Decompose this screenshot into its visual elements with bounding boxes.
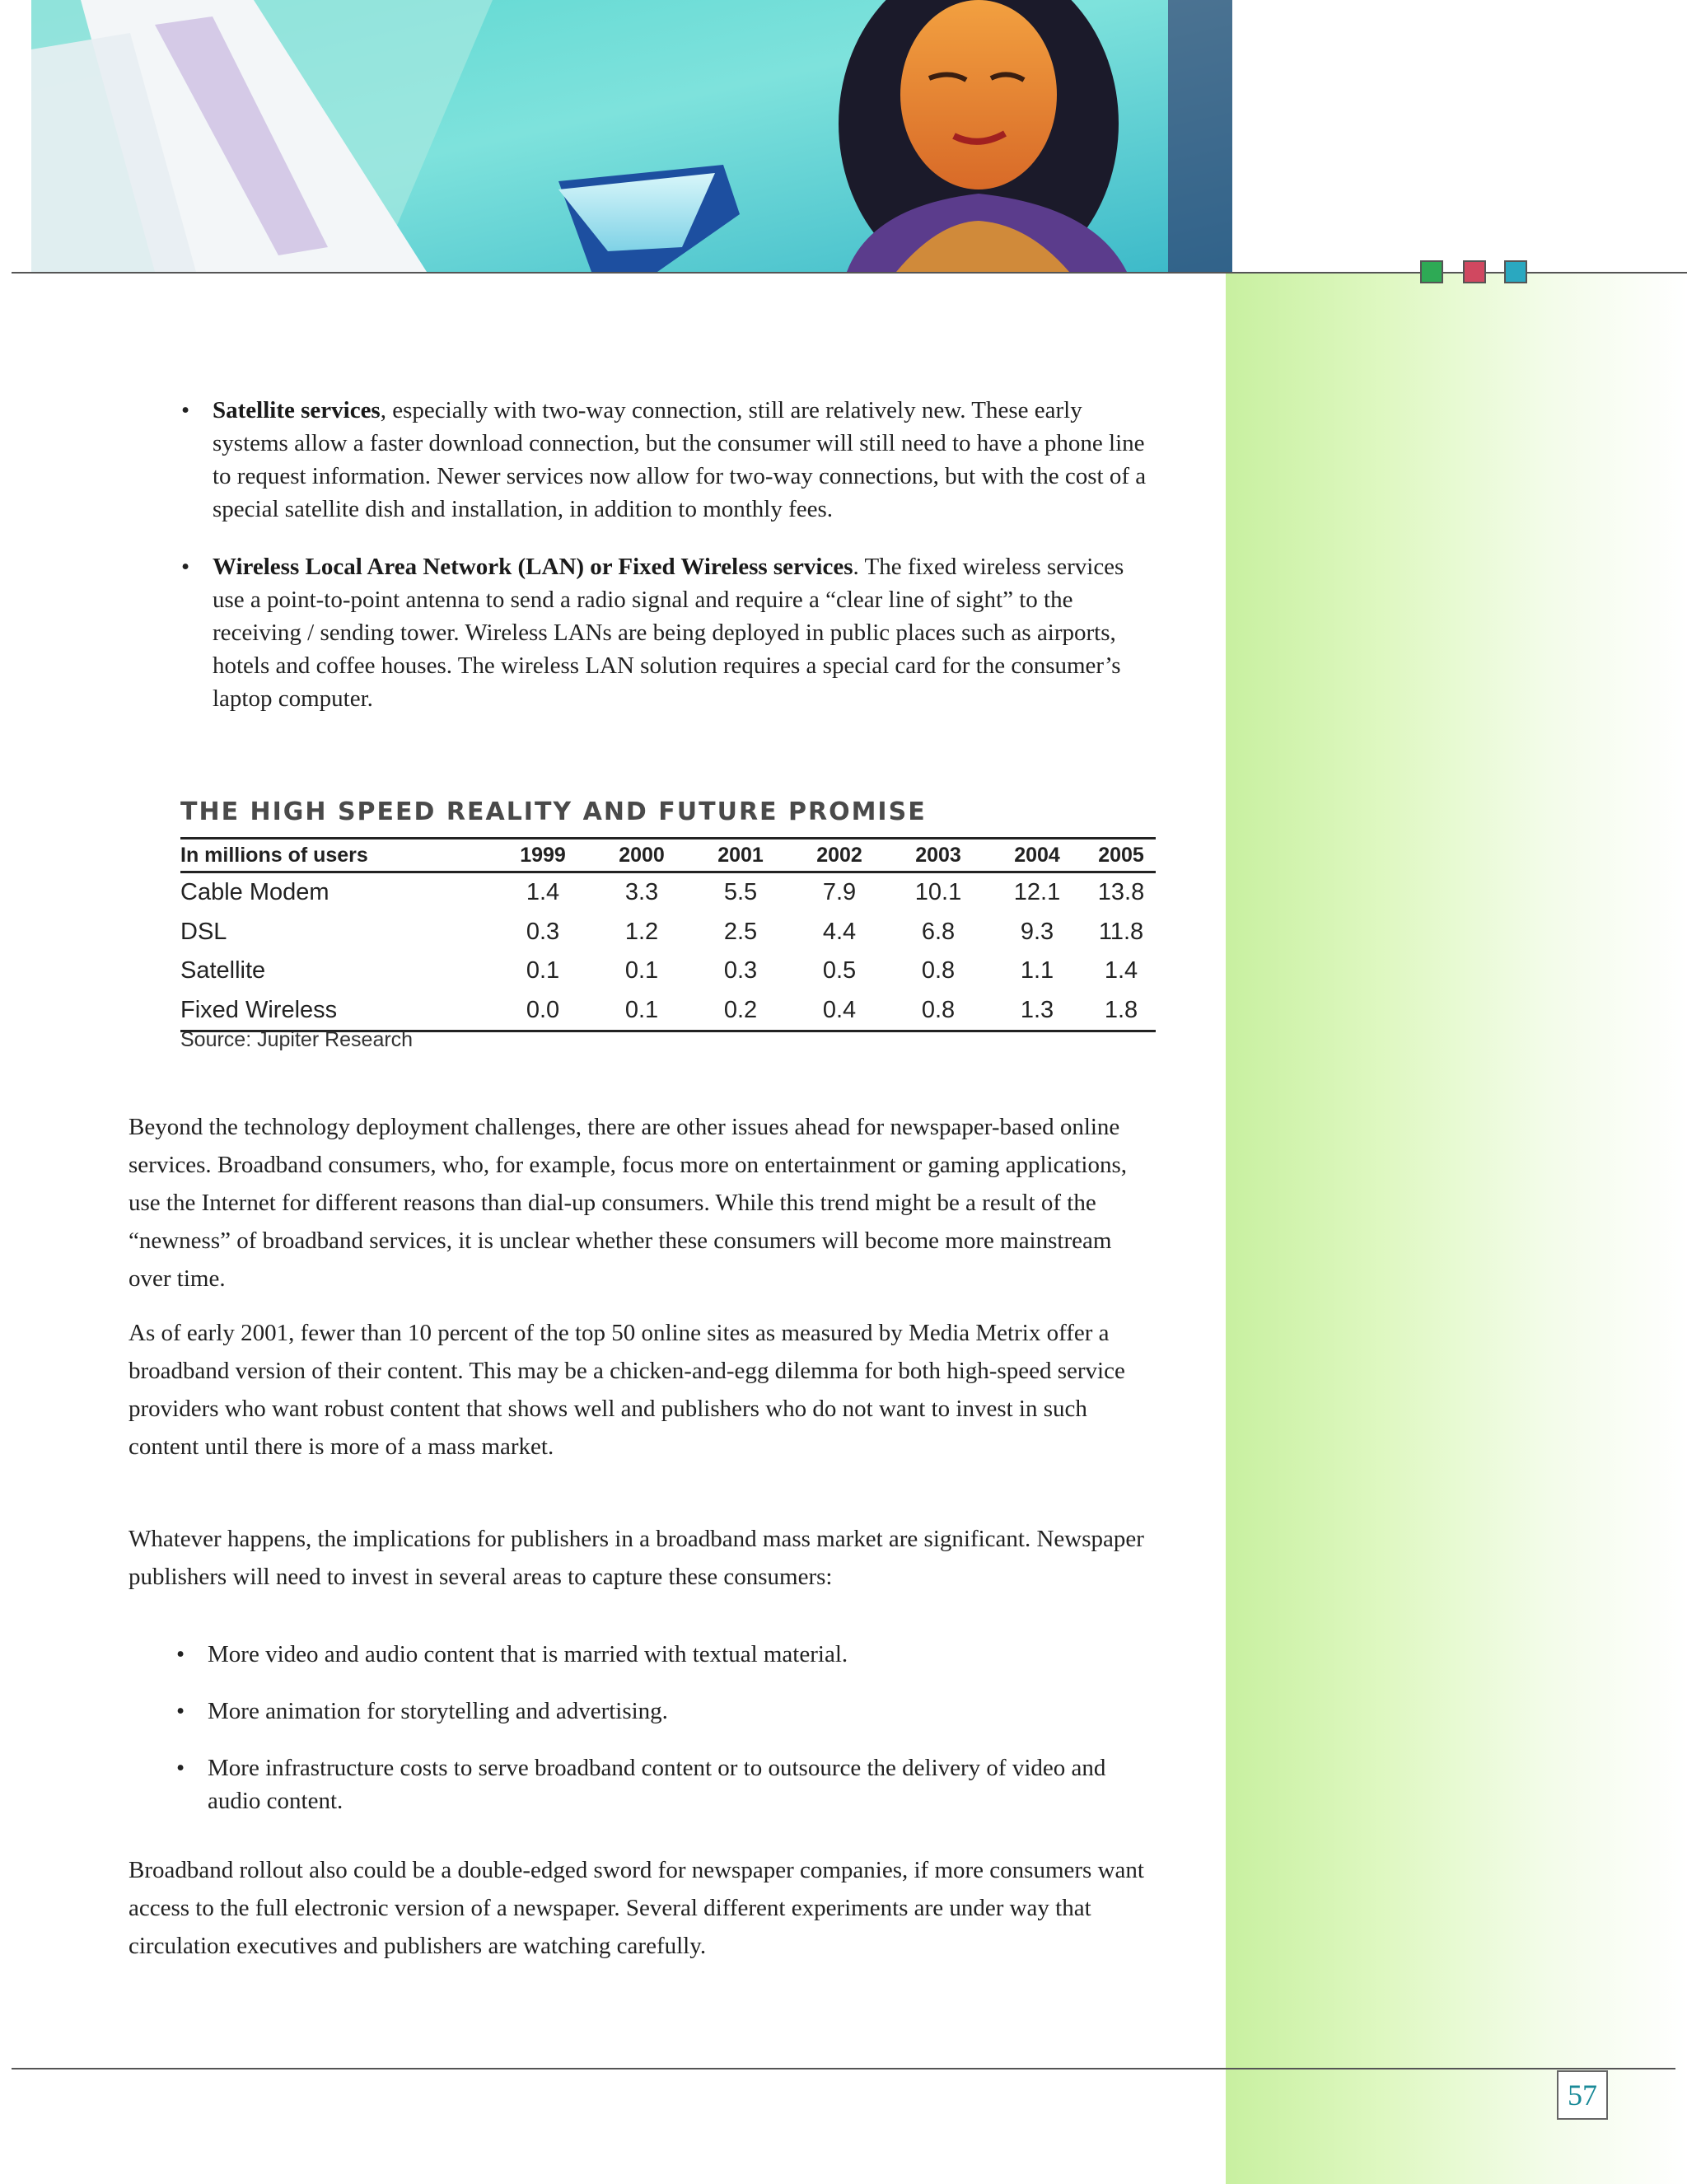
table-cell: 4.4 (822, 918, 857, 945)
investment-bullet-list (176, 1638, 1154, 1817)
table-cell: 0.8 (921, 957, 956, 984)
column-header: 2005 (1087, 839, 1156, 872)
table-cell: 1.2 (624, 918, 659, 945)
table-cell: 0.5 (822, 957, 857, 984)
table-cell: 13.8 (1097, 879, 1145, 906)
bullet-term: Satellite services (213, 397, 381, 423)
broadband-users-table (180, 837, 1156, 1032)
table-cell: 0.3 (526, 918, 560, 945)
column-header: 2000 (592, 839, 691, 872)
table-cell: 11.8 (1098, 918, 1144, 945)
table-cell: 1.4 (526, 879, 560, 906)
table-row (180, 872, 1156, 913)
service-bullet-list (181, 394, 1153, 715)
column-header: 1999 (493, 839, 592, 872)
table-row (180, 952, 1156, 991)
table-cell: 1.8 (1087, 991, 1156, 1031)
table-cell: 2.5 (723, 918, 758, 945)
row-label: Fixed Wireless (180, 991, 493, 1031)
bullet-term: Wireless Local Area Network (LAN) or Fixed Wireless services (213, 554, 853, 580)
row-label: Satellite (180, 957, 266, 984)
red-square-ornament (1463, 260, 1486, 283)
body-paragraph: Whatever happens, the implications for publishers in a broadband mass market are significant. Newspaper publishers will need to invest in several areas to capture these consumers: (129, 1526, 1144, 1590)
table-cell: 1.4 (1104, 957, 1138, 984)
table-cell: 0.1 (526, 957, 560, 984)
closing-paragraph: Broadband rollout also could be a double-edged sword for newspaper companies, if more consumers want access to the full electronic version of a newspaper. Several different experiments are under way that circulation executives and publishers are watching carefully. (129, 1857, 1144, 1959)
bullet-text: , especially with two-way connection, still are relatively new. These early systems allow a faster download connection, but the consumer will still need to have a phone line to request information. Newer services now allow for two-way connections, but with the cost of a special satellite dish and installation, in addition to monthly fees. (213, 397, 1147, 522)
table-cell: 0.4 (790, 991, 889, 1031)
table-cell: 1.3 (988, 991, 1087, 1031)
body-paragraph: As of early 2001, fewer than 10 percent of the top 50 online sites as measured by Media Metrix offer a broadband version of their content. This may be a chicken-and-egg dilemma for both high-speed service providers who want robust content that shows well and publishers who do not want to invest in such content until there is more of a mass market. (129, 1320, 1125, 1460)
side-color-panel (1226, 274, 1687, 2184)
list-item (181, 394, 1153, 526)
table-cell: 0.2 (691, 991, 790, 1031)
table-cell: 5.5 (723, 879, 758, 906)
bullet-text: More video and audio content that is married with textual material. (208, 1641, 848, 1667)
table-cell: 10.1 (914, 879, 962, 906)
list-item (176, 1695, 1154, 1728)
table-cell: 0.1 (592, 991, 691, 1031)
page-number: 57 (1557, 2070, 1608, 2120)
column-header: 2002 (790, 839, 889, 872)
column-header: 2001 (691, 839, 790, 872)
bullet-marker: • (181, 554, 190, 580)
table-cell: 0.0 (493, 991, 592, 1031)
table-heading: THE HIGH SPEED REALITY AND FUTURE PROMISE (180, 797, 927, 826)
row-label: Cable Modem (180, 879, 329, 906)
table-cell: 12.1 (1013, 879, 1061, 906)
bullet-marker: • (176, 1755, 185, 1781)
bullet-marker: • (176, 1698, 185, 1724)
bottom-rule (12, 2068, 1675, 2069)
table-row (180, 913, 1156, 952)
table-cell: 0.3 (723, 957, 758, 984)
bullet-marker: • (181, 397, 190, 423)
bullet-text: More infrastructure costs to serve broadband content or to outsource the delivery of video and audio content. (208, 1755, 1106, 1814)
row-label: DSL (180, 918, 227, 945)
table-cell: 9.3 (1020, 918, 1054, 945)
list-item (181, 550, 1153, 715)
table-cell: 3.3 (624, 879, 659, 906)
bullet-text: More animation for storytelling and advertising. (208, 1698, 668, 1724)
table-source-note: Source: Jupiter Research (180, 1028, 414, 1051)
table-row (180, 991, 1156, 1031)
hero-illustration (31, 0, 1232, 272)
teal-square-ornament (1504, 260, 1527, 283)
table-cell: 0.8 (889, 991, 988, 1031)
table-header-row (180, 839, 1156, 872)
body-paragraph: Beyond the technology deployment challenges, there are other issues ahead for newspaper-based online services. Broadband consumers, who, for example, focus more on entertainment or gaming applications, use the Internet for different reasons than dial-up consumers. While this trend might be a result of the “newness” of broadband services, it is unclear whether these consumers will become more mainstream over time. (129, 1114, 1128, 1292)
list-item (176, 1751, 1154, 1817)
table-cell: 6.8 (921, 918, 956, 945)
bullet-marker: • (176, 1641, 185, 1667)
table-cell: 1.1 (1020, 957, 1054, 984)
table-cell: 0.1 (624, 957, 659, 984)
table-cell: 7.9 (822, 879, 857, 906)
column-header: 2003 (889, 839, 988, 872)
column-header: 2004 (988, 839, 1087, 872)
list-item (176, 1638, 1154, 1671)
column-header: In millions of users (180, 839, 493, 872)
bullet-text: . The fixed wireless services use a point-to-point antenna to send a radio signal and require a “clear line of sight” to the receiving / sending tower. Wireless LANs are being deployed in public places such as airports, hotels and coffee houses. The wireless LAN solution requires a special card for the consumer’s laptop computer. (213, 554, 1124, 712)
green-square-ornament (1420, 260, 1443, 283)
